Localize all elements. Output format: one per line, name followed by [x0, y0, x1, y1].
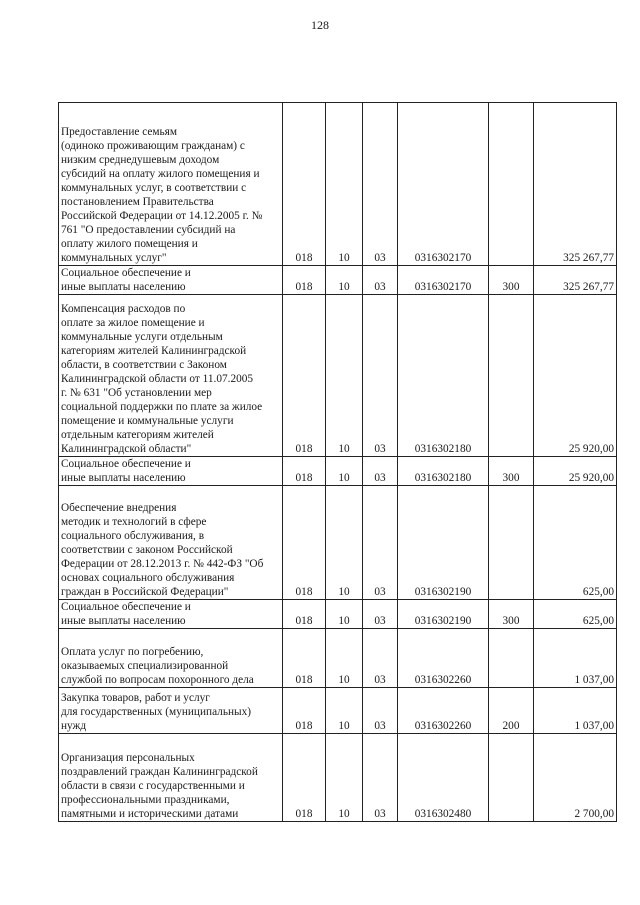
- row-ministry-code: 018: [283, 295, 326, 457]
- table-row: [59, 103, 617, 266]
- table-row: [59, 600, 617, 629]
- row-target-code: 0316302180: [398, 457, 489, 486]
- row-section: 10: [326, 688, 363, 734]
- table-row: [59, 688, 617, 734]
- row-ministry-code: 018: [283, 486, 326, 600]
- row-expense-type: 300: [489, 600, 534, 629]
- table-row: [59, 457, 617, 486]
- row-sum: 1 037,00: [534, 629, 617, 688]
- row-name: Компенсация расходов по оплате за жилое помещение и коммунальные услуги отдельным категориям жителей Калининградской области, в соответствии с Законом Калининградской области от 11.07.2005 г. № 631 "Об установлении мер социальной поддержки по плате за жилое помещение и коммунальные услуги отдельным категориям жителей Калининградской области": [59, 295, 283, 457]
- table-row: [59, 734, 617, 822]
- row-section: 10: [326, 486, 363, 600]
- row-subsection: 03: [363, 734, 398, 822]
- row-section: 10: [326, 266, 363, 295]
- row-expense-type: [489, 734, 534, 822]
- row-subsection: 03: [363, 103, 398, 266]
- row-ministry-code: 018: [283, 629, 326, 688]
- row-target-code: 0316302480: [398, 734, 489, 822]
- row-expense-type: 300: [489, 266, 534, 295]
- row-sum: 625,00: [534, 600, 617, 629]
- row-sum: 2 700,00: [534, 734, 617, 822]
- row-ministry-code: 018: [283, 266, 326, 295]
- row-subsection: 03: [363, 486, 398, 600]
- row-name: Обеспечение внедрения методик и технологий в сфере социального обслуживания, в соответствии с законом Российской Федерации от 28.12.2013 г. № 442-ФЗ "Об основах социального обслуживания граждан в Российской Федерации": [59, 486, 283, 600]
- row-section: 10: [326, 457, 363, 486]
- table-row: [59, 295, 617, 457]
- row-subsection: 03: [363, 266, 398, 295]
- row-name: Предоставление семьям (одиноко проживающим гражданам) с низким среднедушевым доходом субсидий на оплату жилого помещения и коммунальных услуг, в соответствии с постановлением Правительства Российской Федерации от 14.12.2005 г. № 761 "О предоставлении субсидий на оплату жилого помещения и коммунальных услуг": [59, 103, 283, 266]
- row-name: Организация персональных поздравлений граждан Калининградской области в связи с государственными и профессиональными праздниками, памятными и историческими датами: [59, 734, 283, 822]
- row-expense-type: 200: [489, 688, 534, 734]
- row-sum: 625,00: [534, 486, 617, 600]
- table-row: [59, 486, 617, 600]
- row-target-code: 0316302180: [398, 295, 489, 457]
- row-name: Оплата услуг по погребению, оказываемых специализированной службой по вопросам похоронного дела: [59, 629, 283, 688]
- row-ministry-code: 018: [283, 688, 326, 734]
- row-ministry-code: 018: [283, 457, 326, 486]
- row-name: Социальное обеспечение и иные выплаты населению: [59, 600, 283, 629]
- row-section: 10: [326, 103, 363, 266]
- row-name: Социальное обеспечение и иные выплаты населению: [59, 457, 283, 486]
- row-subsection: 03: [363, 600, 398, 629]
- row-subsection: 03: [363, 295, 398, 457]
- row-section: 10: [326, 734, 363, 822]
- row-sum: 25 920,00: [534, 457, 617, 486]
- row-expense-type: 300: [489, 457, 534, 486]
- row-section: 10: [326, 600, 363, 629]
- row-expense-type: [489, 629, 534, 688]
- row-subsection: 03: [363, 688, 398, 734]
- row-target-code: 0316302190: [398, 486, 489, 600]
- row-ministry-code: 018: [283, 103, 326, 266]
- row-section: 10: [326, 295, 363, 457]
- row-target-code: 0316302170: [398, 266, 489, 295]
- row-ministry-code: 018: [283, 600, 326, 629]
- row-ministry-code: 018: [283, 734, 326, 822]
- row-sum: 1 037,00: [534, 688, 617, 734]
- row-sum: 325 267,77: [534, 103, 617, 266]
- table-row: [59, 629, 617, 688]
- row-expense-type: [489, 103, 534, 266]
- row-name: Социальное обеспечение и иные выплаты населению: [59, 266, 283, 295]
- row-section: 10: [326, 629, 363, 688]
- row-target-code: 0316302170: [398, 103, 489, 266]
- row-subsection: 03: [363, 629, 398, 688]
- row-expense-type: [489, 295, 534, 457]
- row-target-code: 0316302190: [398, 600, 489, 629]
- row-subsection: 03: [363, 457, 398, 486]
- table-row: [59, 266, 617, 295]
- row-target-code: 0316302260: [398, 629, 489, 688]
- row-name: Закупка товаров, работ и услуг для государственных (муниципальных) нужд: [59, 688, 283, 734]
- row-sum: 25 920,00: [534, 295, 617, 457]
- page-number: 128: [311, 18, 329, 32]
- row-target-code: 0316302260: [398, 688, 489, 734]
- budget-table: [58, 102, 617, 822]
- row-sum: 325 267,77: [534, 266, 617, 295]
- row-expense-type: [489, 486, 534, 600]
